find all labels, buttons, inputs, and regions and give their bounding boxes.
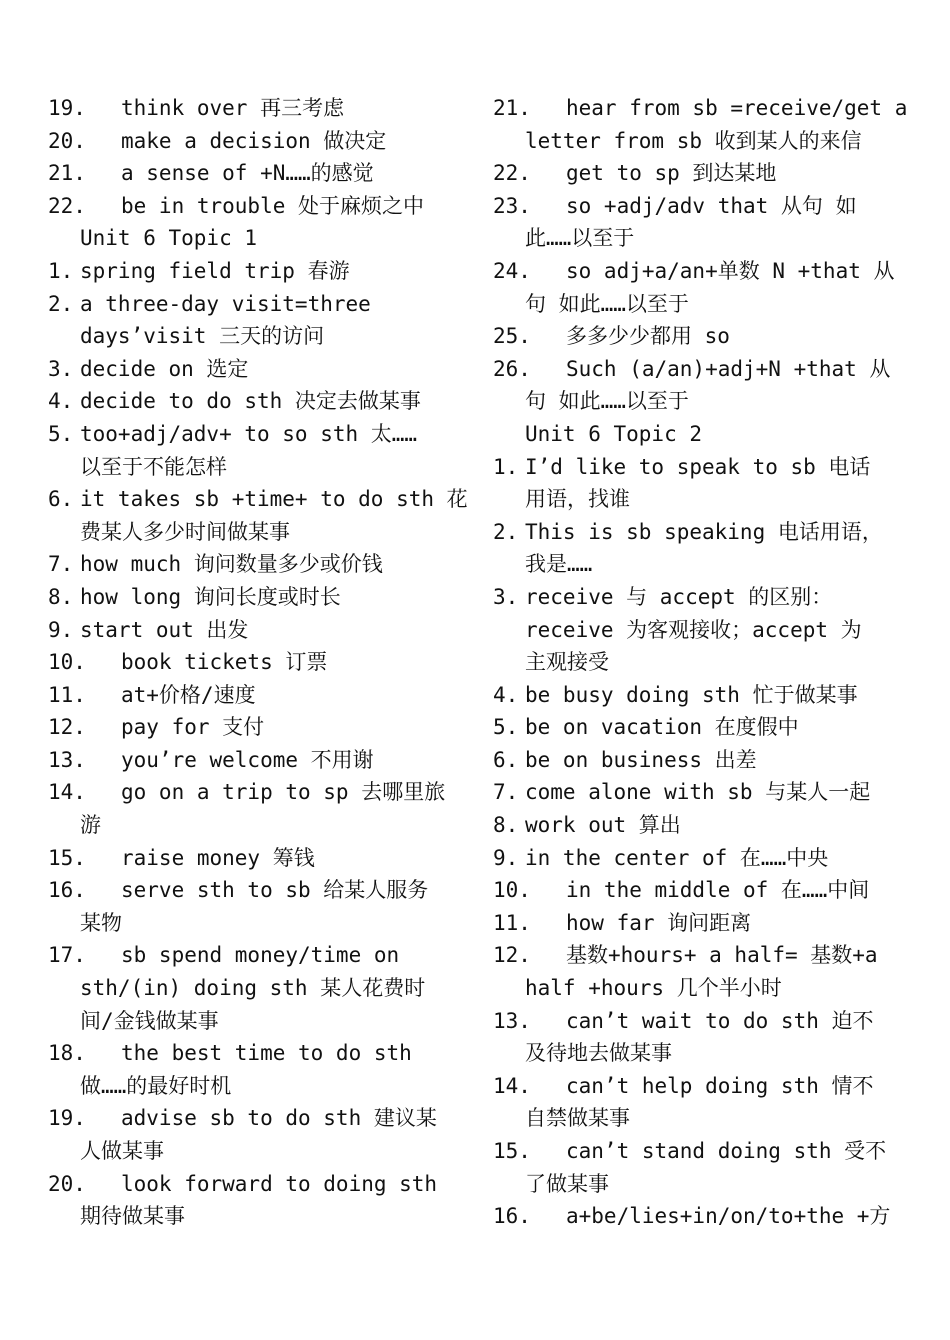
item-number: 6. <box>493 747 519 772</box>
item-number: 1. <box>493 454 519 479</box>
item-text-continued: 游 <box>80 813 101 838</box>
item-number: 1. <box>48 258 74 283</box>
section-heading: Unit 6 Topic 2 <box>525 421 703 446</box>
item-text: pay for 支付 <box>121 715 265 740</box>
item-text-continued: 主观接受 <box>525 650 609 675</box>
list-item <box>493 776 913 809</box>
left-column <box>48 92 468 1233</box>
item-text-continued: 用语，找谁 <box>525 487 630 512</box>
item-text: look forward to doing sth <box>121 1171 438 1196</box>
item-text: a+be/lies+in/on/to+the +方 <box>566 1204 891 1229</box>
list-item <box>493 809 913 842</box>
item-number: 7. <box>493 780 519 805</box>
item-number: 11. <box>493 910 531 935</box>
item-text: a three-day visit=three <box>80 291 371 316</box>
list-item <box>48 776 468 841</box>
list-item <box>48 255 468 288</box>
item-number: 11. <box>48 682 86 707</box>
list-item <box>493 842 913 875</box>
right-column <box>493 92 913 1233</box>
list-item <box>493 874 913 907</box>
item-number: 3. <box>493 584 519 609</box>
list-item <box>48 874 468 939</box>
item-text: can’t wait to do sth 迫不 <box>566 1008 874 1033</box>
list-item <box>493 679 913 712</box>
item-text-continued: 费某人多少时间做某事 <box>80 519 290 544</box>
item-text: can’t stand doing sth 受不 <box>566 1139 887 1163</box>
item-text: Such (a/an)+adj+N +that 从 <box>566 356 891 381</box>
item-text: come alone with sb 与某人一起 <box>525 780 871 805</box>
item-text: be busy doing sth 忙于做某事 <box>525 682 858 707</box>
item-number: 17. <box>48 943 86 968</box>
item-number: 18. <box>48 1041 86 1066</box>
item-text: can’t help doing sth 情不 <box>566 1073 874 1098</box>
item-text: be in trouble 处于麻烦之中 <box>121 193 425 218</box>
item-number: 7. <box>48 552 74 577</box>
list-item <box>493 451 913 516</box>
list-item <box>493 353 913 418</box>
item-number: 16. <box>493 1204 531 1229</box>
list-item <box>48 842 468 875</box>
item-number: 21. <box>48 161 86 186</box>
item-number: 20. <box>48 128 86 153</box>
item-number: 6. <box>48 487 74 512</box>
item-text: spring field trip 春游 <box>80 258 350 283</box>
list-item <box>48 418 468 483</box>
list-item <box>493 157 913 190</box>
list-item <box>493 1200 913 1233</box>
list-item <box>48 353 468 386</box>
list-item <box>493 92 913 157</box>
item-text: think over 再三考虑 <box>121 96 345 120</box>
item-text-continued: letter from sb 收到某人的来信 <box>525 128 862 153</box>
item-text-continued: 及待地去做某事 <box>525 1041 672 1066</box>
item-text: receive 与 accept 的区别： <box>525 584 833 609</box>
list-item <box>48 711 468 744</box>
item-text: in the center of 在……中央 <box>525 845 829 870</box>
list-item <box>48 157 468 190</box>
item-number: 13. <box>493 1008 531 1033</box>
list-item <box>48 548 468 581</box>
list-item <box>48 939 468 1037</box>
list-item <box>48 92 468 125</box>
item-text: advise sb to do sth 建议某 <box>121 1106 437 1131</box>
item-text-continued: receive 为客观接收；accept 为 <box>525 617 862 642</box>
list-item <box>48 646 468 679</box>
item-text-continued: 以至于不能怎样 <box>80 454 227 479</box>
list-item <box>48 483 468 548</box>
item-text: work out 算出 <box>525 813 681 838</box>
item-text: go on a trip to sp 去哪里旅 <box>121 780 446 805</box>
list-item <box>48 1168 468 1233</box>
item-number: 10. <box>48 650 86 675</box>
item-text: in the middle of 在……中间 <box>566 878 870 903</box>
item-number: 4. <box>493 682 519 707</box>
item-text-continued: 我是…… <box>525 552 593 577</box>
list-item <box>48 288 468 353</box>
list-item <box>493 939 913 1004</box>
item-number: 10. <box>493 878 531 903</box>
item-text: you’re welcome 不用谢 <box>121 747 374 772</box>
list-item <box>493 190 913 255</box>
list-item <box>493 744 913 777</box>
item-number: 19. <box>48 96 86 120</box>
item-number: 13. <box>48 747 86 772</box>
item-number: 14. <box>48 780 86 805</box>
item-text: how long 询问长度或时长 <box>80 584 341 609</box>
item-text: at+价格/速度 <box>121 682 256 707</box>
item-number: 2. <box>493 519 519 544</box>
item-number: 12. <box>493 943 531 968</box>
item-number: 21. <box>493 96 531 120</box>
item-text-continued: 某物 <box>80 910 122 935</box>
item-number: 25. <box>493 324 531 349</box>
item-text-continued: half +hours 几个半小时 <box>525 976 782 1001</box>
item-number: 19. <box>48 1106 86 1131</box>
item-text: serve sth to sb 给某人服务 <box>121 878 429 903</box>
section-heading: Unit 6 Topic 1 <box>80 226 258 251</box>
item-text: hear from sb =receive/get a <box>566 96 908 120</box>
item-text: the best time to do sth <box>121 1041 412 1066</box>
list-item <box>48 125 468 158</box>
item-number: 22. <box>48 193 86 218</box>
list-item <box>48 614 468 647</box>
item-number: 3. <box>48 356 74 381</box>
item-number: 15. <box>493 1139 531 1163</box>
item-number: 9. <box>48 617 74 642</box>
list-item <box>48 190 468 223</box>
item-text-continued: 期待做某事 <box>80 1204 185 1229</box>
item-text: be on vacation 在度假中 <box>525 715 799 740</box>
list-item <box>48 679 468 712</box>
item-text-continued: sth/(in) doing sth 某人花费时 <box>80 976 426 1001</box>
item-text: book tickets 订票 <box>121 650 328 675</box>
item-number: 12. <box>48 715 86 740</box>
item-text-continued: 人做某事 <box>80 1139 164 1163</box>
list-item <box>48 1102 468 1167</box>
item-text: start out 出发 <box>80 617 249 642</box>
item-text: so adj+a/an+单数 N +that 从 <box>566 258 895 283</box>
item-text-continued: 句 如此……以至于 <box>525 389 689 414</box>
item-text: This is sb speaking 电话用语， <box>525 519 883 544</box>
list-item <box>48 581 468 614</box>
item-text: sb spend money/time on <box>121 943 400 968</box>
item-text: too+adj/adv+ to so sth 太…… <box>80 421 418 446</box>
item-text: make a decision 做决定 <box>121 128 387 153</box>
item-text: be on business 出差 <box>525 747 757 772</box>
item-text-continued: 自禁做某事 <box>525 1106 630 1131</box>
item-text: 基数+hours+ a half= 基数+a <box>566 943 878 968</box>
item-text: raise money 筹钱 <box>121 845 315 870</box>
item-text-continued: 间/金钱做某事 <box>80 1008 219 1033</box>
item-number: 22. <box>493 161 531 186</box>
item-text-continued: 了做某事 <box>525 1171 609 1196</box>
item-number: 23. <box>493 193 531 218</box>
item-number: 26. <box>493 356 531 381</box>
list-item <box>493 255 913 320</box>
item-text: a sense of +N……的感觉 <box>121 161 374 186</box>
item-text-continued: 此……以至于 <box>525 226 635 251</box>
item-number: 5. <box>48 421 74 446</box>
item-text: decide to do sth 决定去做某事 <box>80 389 421 414</box>
item-text: so +adj/adv that 从句 如 <box>566 193 857 218</box>
item-number: 5. <box>493 715 519 740</box>
item-number: 24. <box>493 258 531 283</box>
item-number: 8. <box>493 813 519 838</box>
list-item <box>493 320 913 353</box>
list-item <box>48 1037 468 1102</box>
item-text: how much 询问数量多少或价钱 <box>80 552 383 577</box>
item-text-continued: days’visit 三天的访问 <box>80 324 325 349</box>
item-number: 9. <box>493 845 519 870</box>
list-item <box>493 581 913 679</box>
item-text: I’d like to speak to sb 电话 <box>525 454 871 479</box>
item-text-continued: 句 如此……以至于 <box>525 291 689 316</box>
list-item <box>48 385 468 418</box>
list-item <box>493 907 913 940</box>
item-text: how far 询问距离 <box>566 910 752 935</box>
list-item <box>493 516 913 581</box>
item-number: 2. <box>48 291 74 316</box>
item-text-continued: 做……的最好时机 <box>80 1073 232 1098</box>
list-item <box>493 1070 913 1135</box>
item-text: get to sp 到达某地 <box>566 161 777 186</box>
list-item <box>48 744 468 777</box>
item-number: 16. <box>48 878 86 903</box>
list-item <box>493 1005 913 1070</box>
item-number: 8. <box>48 584 74 609</box>
item-number: 15. <box>48 845 86 870</box>
item-text: decide on 选定 <box>80 356 249 381</box>
item-number: 20. <box>48 1171 86 1196</box>
item-text: it takes sb +time+ to do sth 花 <box>80 487 468 512</box>
item-number: 4. <box>48 389 74 414</box>
item-number: 14. <box>493 1073 531 1098</box>
list-item <box>493 711 913 744</box>
list-item <box>493 1135 913 1200</box>
item-text: 多多少少都用 so <box>566 324 730 349</box>
